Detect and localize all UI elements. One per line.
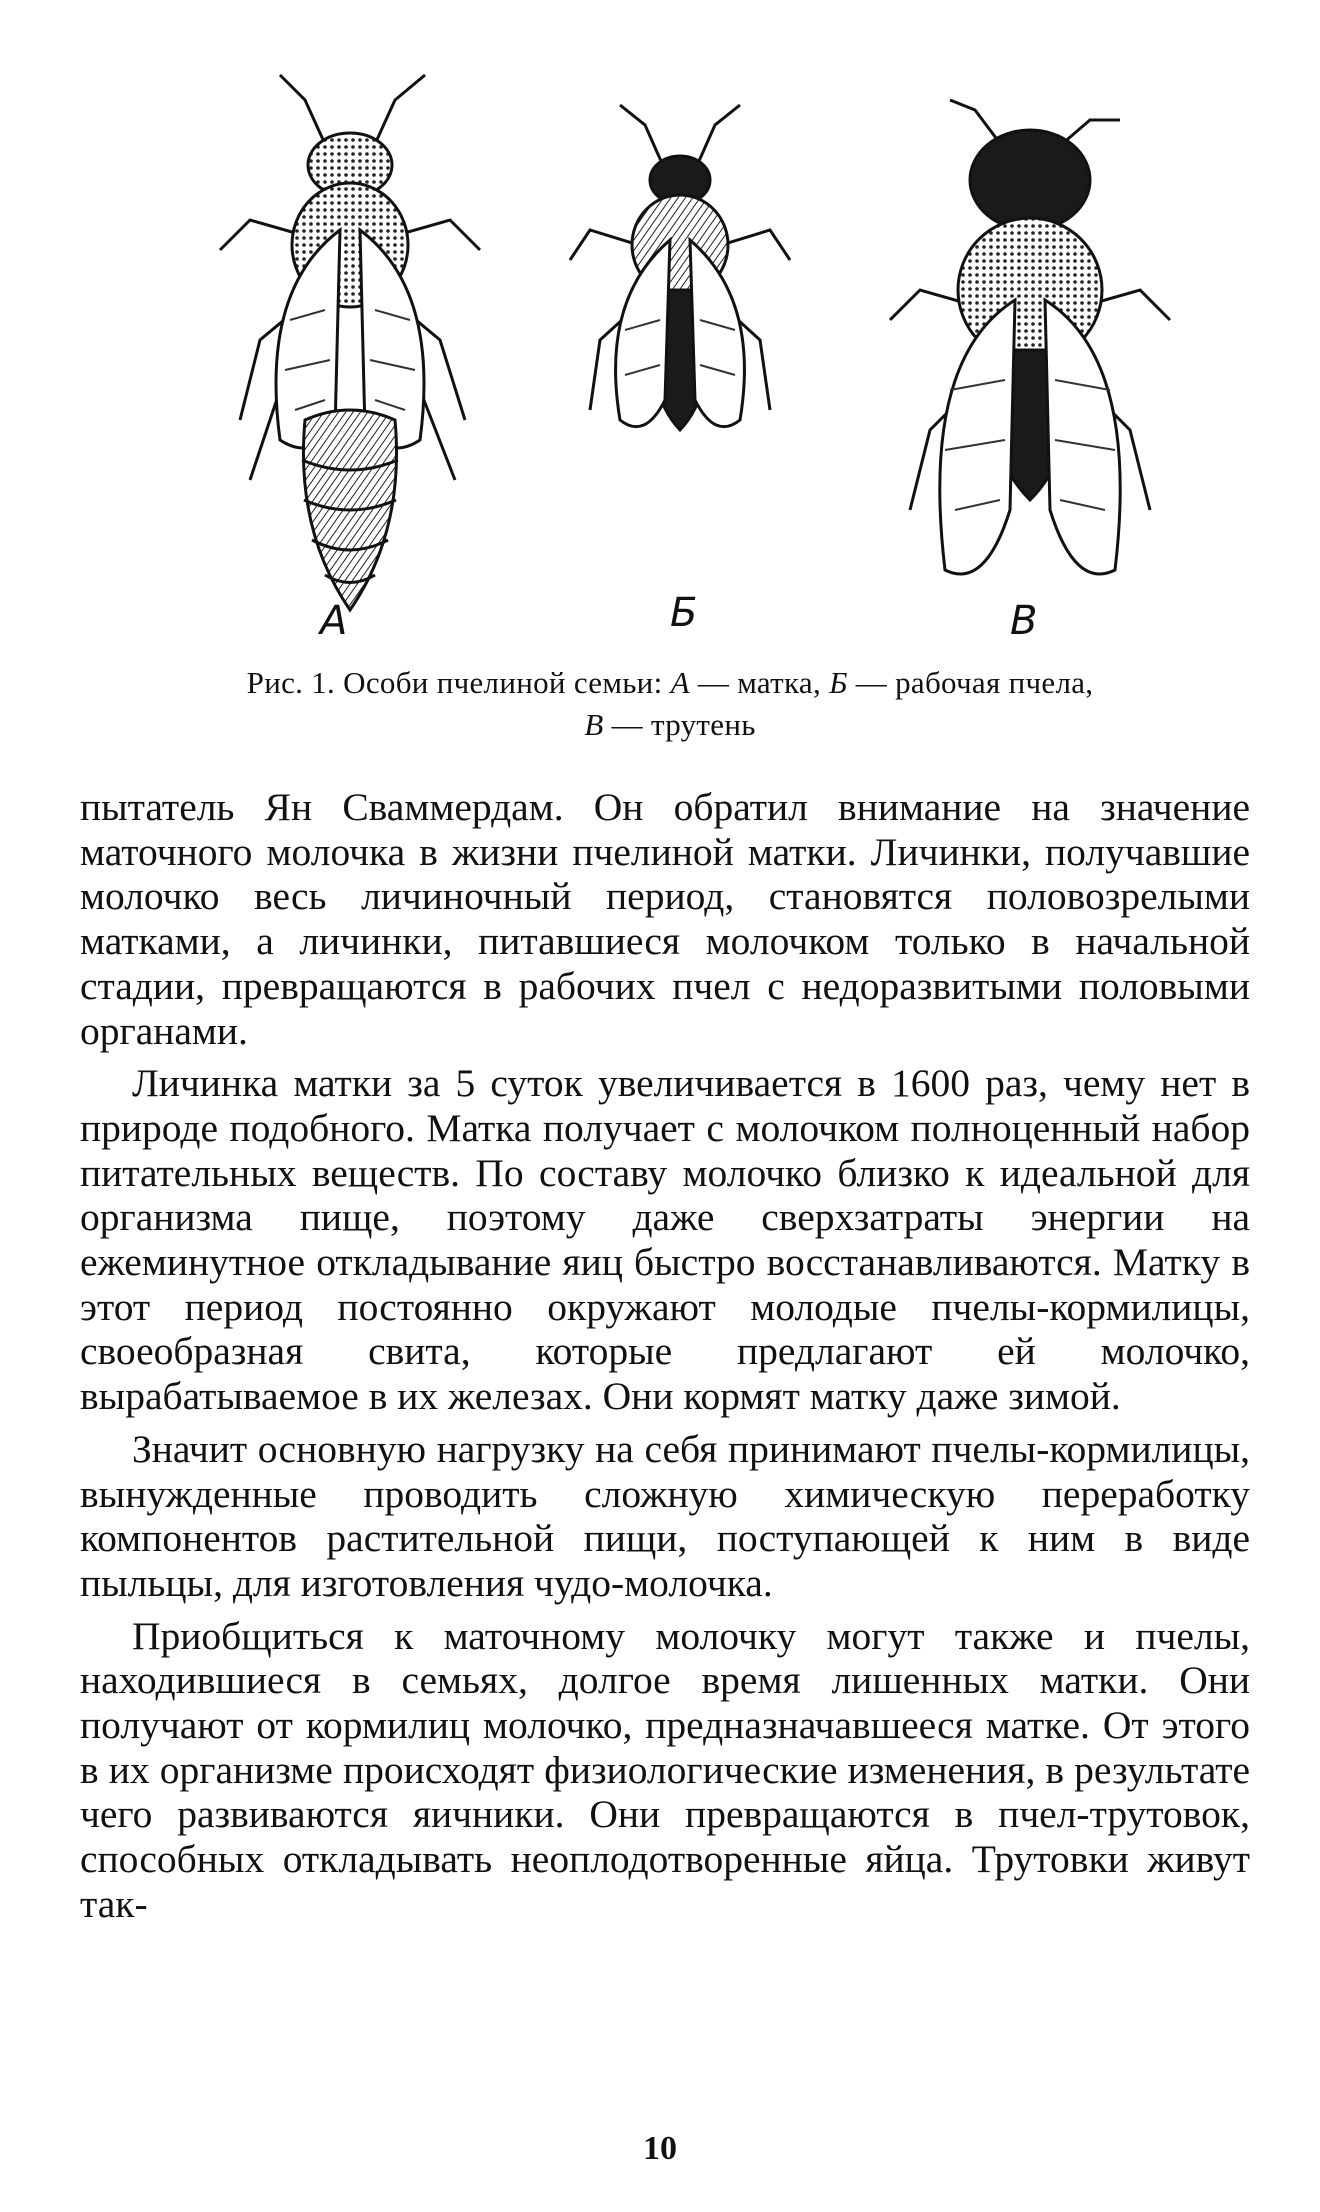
caption-prefix: Рис. 1. Особи пчелиной семьи:	[246, 665, 663, 700]
bee-illustrations	[120, 60, 1240, 660]
caption-text-a: — матка,	[697, 665, 822, 700]
worker-bee-drawing	[570, 105, 790, 430]
figure-label-v: В	[1010, 598, 1038, 644]
caption-text-b: — рабочая пчела,	[855, 665, 1094, 700]
body-text	[80, 785, 1250, 1927]
caption-letter-v: В	[584, 707, 604, 742]
queen-bee-drawing	[220, 75, 480, 610]
paragraph-2: Личинка матки за 5 суток увеличивается в 1600 раз, чему нет в природе подобного. Матка получает с молочком полноценный набор питательных веществ. По составу молочко близко к идеальной для организма пище, поэтому даже сверхзатраты энергии на ежеминутное откладывание яиц быстро восстанавливаются. Матку в этот период постоянно окружают молодые пчелы-кормилицы, своеобразная свита, которые предлагают ей молочко, вырабатываемое в их железах. Они кормят матку даже зимой.	[80, 1061, 1250, 1419]
paragraph-3: Значит основную нагрузку на себя принимают пчелы-кормилицы, вынужденные проводить сложную химическую переработку компонентов растительной пищи, поступающей к ним в виде пыльцы, для изготовления чудо-молочка.	[80, 1426, 1250, 1605]
page-number: 10	[643, 2130, 677, 2167]
figure-caption	[100, 662, 1240, 746]
caption-text-v: — трутень	[611, 707, 756, 742]
figure-label-b: Б	[670, 590, 698, 636]
paragraph-4: Приобщиться к маточному молочку могут также и пчелы, находившиеся в семьях, долгое время лишенных матки. Они получают от кормилиц молочко, предназначавшееся матке. От этого в их организме происходят физиологические изменения, в результате чего развиваются яичники. Они превращаются в пчел-трутовок, способных откладывать неоплодотворенные яйца. Трутовки живут так-	[80, 1613, 1250, 1926]
figure-label-a: А	[320, 598, 348, 644]
drone-bee-drawing	[890, 100, 1170, 574]
caption-letter-a: А	[670, 665, 690, 700]
caption-letter-b: Б	[829, 665, 848, 700]
bee-figure	[120, 60, 1240, 660]
paragraph-1: пытатель Ян Сваммердам. Он обратил внимание на значение маточного молочка в жизни пчелиной матки. Личинки, получавшие молочко весь личиночный период, становятся половозрелыми матками, а личинки, питавшиеся молочком только в начальной стадии, превращаются в рабочих пчел с недоразвитыми половыми органами.	[80, 785, 1250, 1053]
